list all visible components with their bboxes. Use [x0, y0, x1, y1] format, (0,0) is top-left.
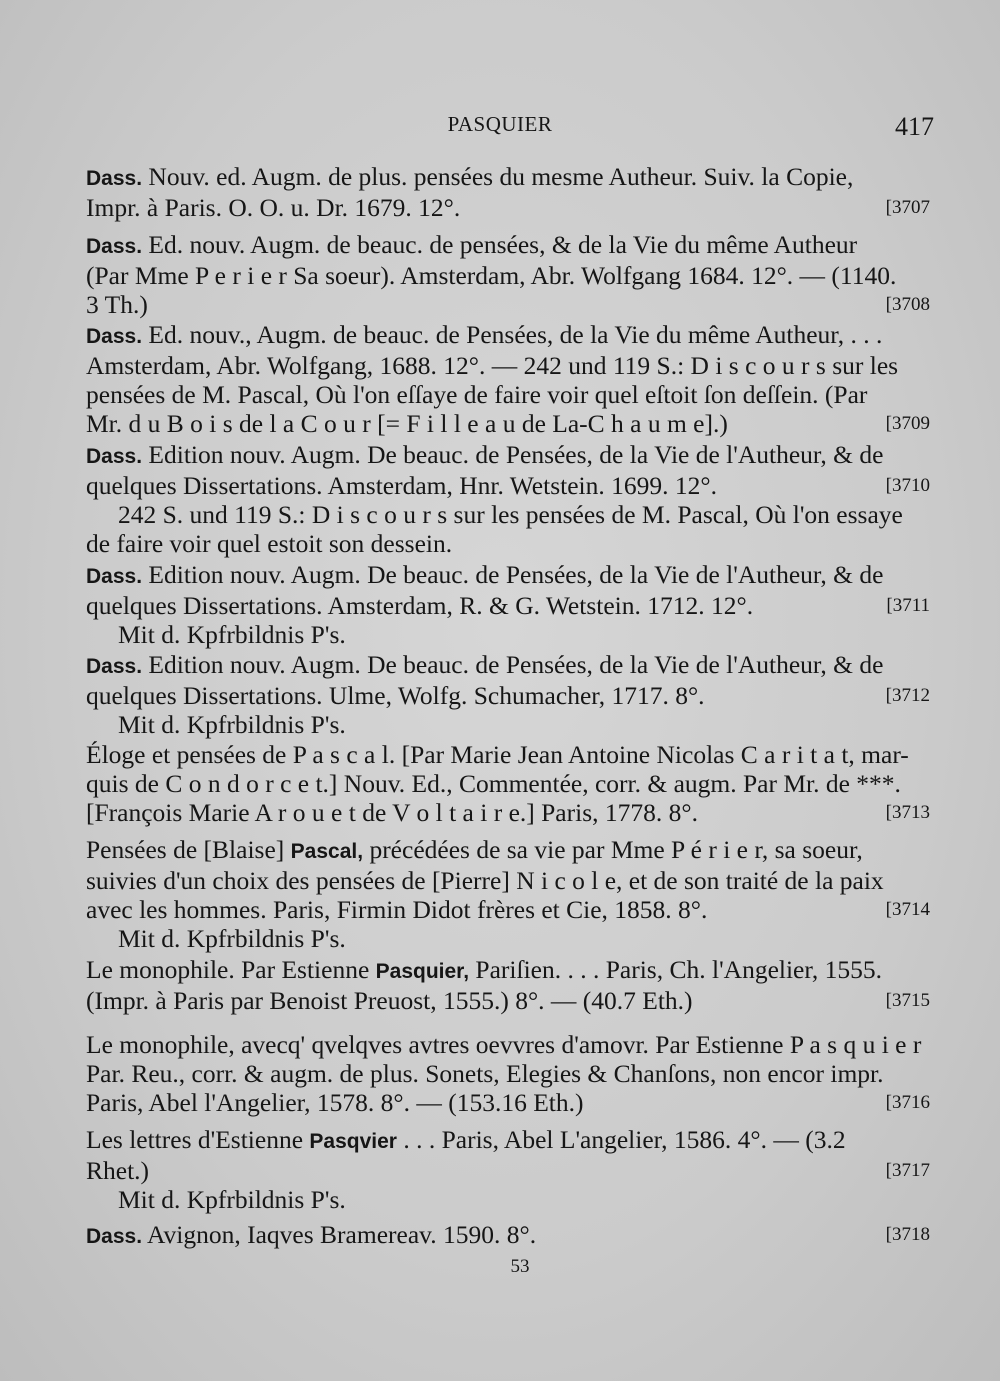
entry-text: pensées de M. Pascal, Où l'on eſſaye de faire voir quel eſtoit ſon deſſein. (Par	[86, 380, 868, 409]
entry-text: (Par Mme P e r i e r Sa soeur). Amsterdam, Abr. Wolfgang 1684. 12°. — (1140.	[86, 261, 897, 290]
entry-text: Edition nouv. Augm. De beauc. de Pensées, de la Vie de l'Autheur, & de	[142, 650, 884, 679]
page-number: 417	[895, 112, 934, 141]
entry-line	[86, 740, 922, 769]
entry-text: Mit d. Kpfrbildnis P's.	[118, 620, 346, 649]
entry-line	[86, 380, 922, 409]
entry-text: Impr. à Paris. O. O. u. Dr. 1679. 12°.	[86, 193, 461, 222]
entry-line	[86, 1185, 922, 1214]
entry-number: [3707	[885, 197, 930, 218]
entry-number: [3718	[885, 1224, 930, 1245]
catalog-entry	[86, 162, 930, 222]
entry-text: 3 Th.)	[86, 290, 148, 319]
entry-text: de faire voir quel estoit son dessein.	[86, 529, 453, 558]
entry-line	[86, 591, 930, 620]
entry-number: [3712	[885, 685, 930, 706]
entry-number: [3716	[885, 1092, 930, 1113]
entry-bold-heading: Dass.	[86, 325, 143, 348]
entry-text: Pariſien. . . . Paris, Ch. l'Angelier, 1555.	[469, 955, 882, 984]
entry-bold-heading: Dass.	[86, 1225, 143, 1248]
entry-line	[86, 230, 922, 261]
entry-number: [3715	[885, 990, 930, 1011]
entry-text: (Impr. à Paris par Benoist Preuost, 1555.) 8°. — (40.7 Eth.)	[86, 986, 693, 1015]
entry-line	[86, 835, 922, 866]
running-header: PASQUIER	[447, 112, 553, 136]
entry-line	[86, 529, 922, 558]
catalog-entry	[86, 440, 930, 558]
entry-bold-heading: Dass.	[86, 565, 143, 588]
entry-line	[86, 1156, 930, 1185]
entry-text: Mit d. Kpfrbildnis P's.	[118, 710, 346, 739]
entry-number: [3714	[885, 899, 930, 920]
entry-bold-heading: Dass.	[86, 655, 143, 678]
entry-bold-heading: Dass.	[86, 167, 143, 190]
entry-text: Amsterdam, Abr. Wolfgang, 1688. 12°. — 242 und 119 S.: D i s c o u r s sur les	[86, 351, 899, 380]
entry-text: . . . Paris, Abel L'angelier, 1586. 4°. — (3.2	[396, 1125, 846, 1154]
entry-line	[86, 650, 922, 681]
catalog-entry	[86, 650, 930, 739]
entry-text: Avignon, Iaqves Bramereav. 1590. 8°.	[142, 1220, 537, 1249]
entry-line	[86, 351, 922, 380]
entry-line	[86, 261, 922, 290]
entry-author-bold: Pasqvier	[309, 1130, 397, 1153]
entry-line	[86, 710, 922, 739]
entry-text: Edition nouv. Augm. De beauc. de Pensées, de la Vie de l'Autheur, & de	[142, 560, 884, 589]
entry-author-bold: Pascal,	[290, 840, 364, 863]
entry-line	[86, 866, 922, 895]
entry-line	[86, 895, 930, 924]
entry-text: Paris, Abel l'Angelier, 1578. 8°. — (153.16 Eth.)	[86, 1088, 584, 1117]
entry-line	[86, 1088, 930, 1117]
entry-line	[86, 500, 922, 529]
entry-line	[86, 769, 922, 798]
entry-line	[86, 924, 922, 953]
entry-number: [3710	[885, 475, 930, 496]
catalog-entry	[86, 1220, 930, 1251]
entry-line	[86, 620, 922, 649]
catalog-entry	[86, 320, 930, 438]
entry-line	[86, 955, 922, 986]
entry-text: Par. Reu., corr. & augm. de plus. Sonets, Elegies & Chanſons, non encor impr.	[86, 1059, 884, 1088]
entry-text: suivies d'un choix des pensées de [Pierre] N i c o l e, et de son traité de la paix	[86, 866, 884, 895]
catalog-entry	[86, 230, 930, 319]
entry-line	[86, 1059, 922, 1088]
entry-text: Mr. d u B o i s de l a C o u r [= F i l l e a u de La-C h a u m e].)	[86, 409, 728, 438]
catalog-entry	[86, 740, 930, 827]
entry-number: [3713	[885, 802, 930, 823]
entry-number: [3711	[886, 595, 930, 616]
entry-text: Le monophile. Par Estienne	[86, 955, 376, 984]
entry-number: [3708	[885, 294, 930, 315]
entry-text: 242 S. und 119 S.: D i s c o u r s sur les pensées de M. Pascal, Où l'on essaye	[118, 500, 903, 529]
entry-line	[86, 798, 930, 827]
entry-text: Edition nouv. Augm. De beauc. de Pensées, de la Vie de l'Autheur, & de	[142, 440, 884, 469]
entry-text: Ed. nouv., Augm. de beauc. de Pensées, de la Vie du même Autheur, . . .	[142, 320, 883, 349]
entry-text: Éloge et pensées de P a s c a l. [Par Marie Jean Antoine Nicolas C a r i t a t, mar-	[86, 740, 909, 769]
entry-line	[86, 162, 922, 193]
entry-text: Pensées de [Blaise]	[86, 835, 291, 864]
entry-text: quelques Dissertations. Amsterdam, Hnr. Wetstein. 1699. 12°.	[86, 471, 717, 500]
entry-text: avec les hommes. Paris, Firmin Didot frères et Cie, 1858. 8°.	[86, 895, 708, 924]
entry-text: quis de C o n d o r c e t.] Nouv. Ed., Commentée, corr. & augm. Par Mr. de ***.	[86, 769, 901, 798]
entry-bold-heading: Dass.	[86, 235, 143, 258]
entry-line	[86, 1030, 922, 1059]
entry-text: Nouv. ed. Augm. de plus. pensées du mesme Autheur. Suiv. la Copie,	[142, 162, 854, 191]
entry-line	[86, 471, 930, 500]
catalog-entry	[86, 955, 930, 1015]
entry-text: Les lettres d'Estienne	[86, 1125, 310, 1154]
entry-text: Mit d. Kpfrbildnis P's.	[118, 924, 346, 953]
printer-signature: 53	[510, 1256, 530, 1277]
entry-line	[86, 290, 930, 319]
entry-text: précédées de sa vie par Mme P é r i e r, sa soeur,	[363, 835, 863, 864]
entry-author-bold: Pasquier,	[375, 960, 470, 983]
entry-line	[86, 1220, 930, 1251]
entry-line	[86, 409, 930, 438]
entry-text: quelques Dissertations. Amsterdam, R. & G. Wetstein. 1712. 12°.	[86, 591, 754, 620]
entry-line	[86, 193, 930, 222]
entry-text: Rhet.)	[86, 1156, 150, 1185]
entry-text: Ed. nouv. Augm. de beauc. de pensées, & de la Vie du même Autheur	[142, 230, 858, 259]
entry-text: Mit d. Kpfrbildnis P's.	[118, 1185, 346, 1214]
catalog-entry	[86, 835, 930, 953]
entry-text: Le monophile, avecq' qvelqves avtres oevvres d'amovr. Par Estienne P a s q u i e r	[86, 1030, 922, 1059]
catalog-entry	[86, 1125, 930, 1214]
catalog-entry	[86, 560, 930, 649]
entry-number: [3709	[885, 413, 930, 434]
entry-line	[86, 440, 922, 471]
entry-line	[86, 320, 922, 351]
entry-text: [François Marie A r o u e t de V o l t a i r e.] Paris, 1778. 8°.	[86, 798, 698, 827]
entry-bold-heading: Dass.	[86, 445, 143, 468]
catalog-entry	[86, 1030, 930, 1117]
entry-line	[86, 986, 930, 1015]
entry-line	[86, 560, 922, 591]
entry-number: [3717	[885, 1160, 930, 1181]
entry-line	[86, 681, 930, 710]
entry-text: quelques Dissertations. Ulme, Wolfg. Schumacher, 1717. 8°.	[86, 681, 705, 710]
entry-line	[86, 1125, 922, 1156]
